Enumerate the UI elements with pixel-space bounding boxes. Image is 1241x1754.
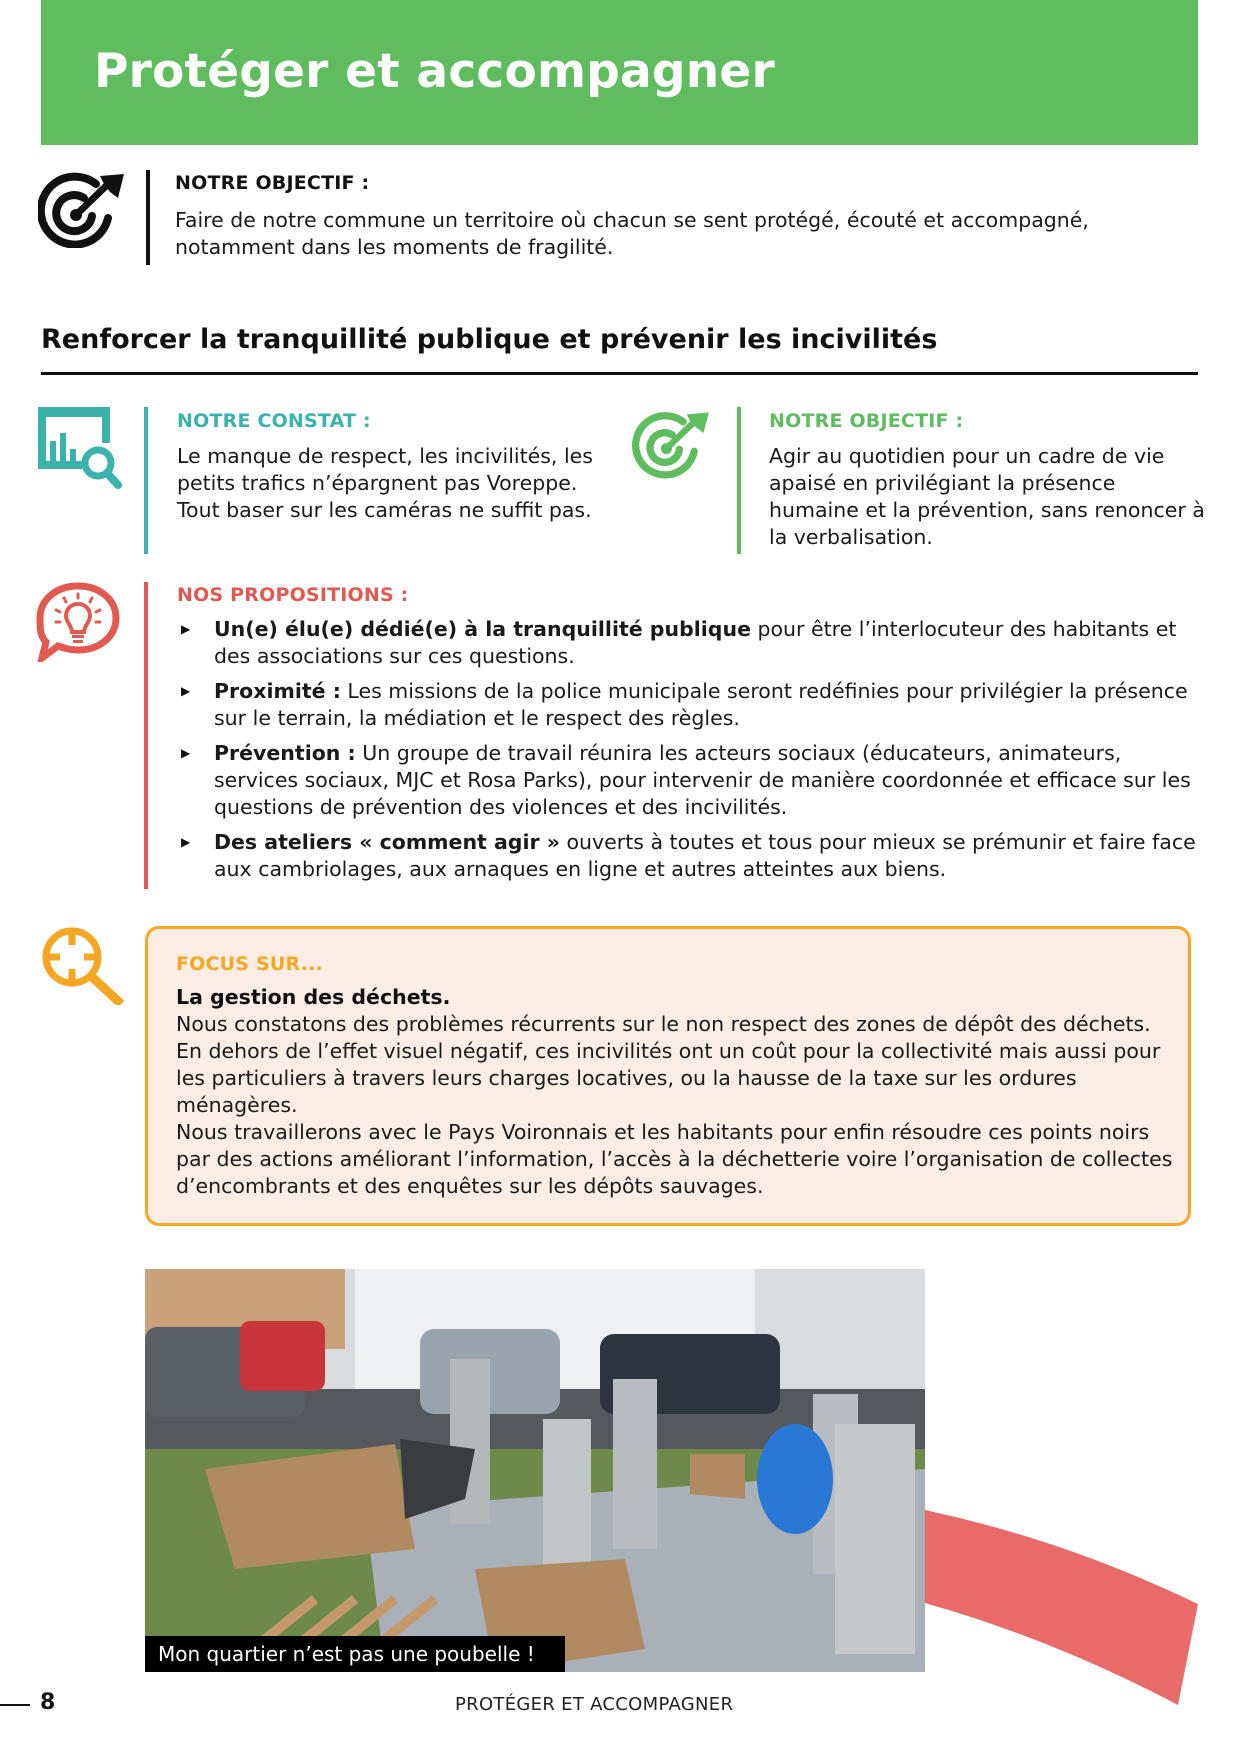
objective-section-label: NOTRE OBJECTIF :: [769, 410, 964, 432]
propositions-divider: [144, 582, 148, 889]
focus-paragraph: Nous constatons des problèmes récurrents sur le non respect des zones de dépôt des déchets. En dehors de l’effet visuel négatif, ces incivilités ont un coût pour la collectivité mais aussi pour les particuliers à travers leurs charges locatives, ou la hausse de la taxe sur les ordures ménagères.: [176, 1012, 1161, 1117]
page-number: 8: [40, 1690, 56, 1715]
constat-label: NOTRE CONSTAT :: [177, 410, 371, 432]
lightbulb-speech-icon: [34, 580, 122, 662]
propositions-list: [177, 616, 1207, 891]
proposition-title: Proximité :: [214, 679, 341, 703]
proposition-title: Un(e) élu(e) dédié(e) à la tranquillité publique: [214, 617, 751, 641]
objective-label: NOTRE OBJECTIF :: [175, 172, 370, 194]
constat-text: Le manque de respect, les incivilités, les petits trafics n’épargnent pas Voreppe. Tout baser sur les caméras ne suffit pas.: [177, 444, 593, 522]
proposition-text: ouverts à toutes et tous pour mieux se prémunir et faire face aux cambriolages, aux arnaques en ligne et autres atteintes aux biens.: [214, 830, 1196, 881]
bullet-arrow-icon: ▶: [181, 746, 191, 760]
proposition-title: Prévention :: [214, 741, 356, 765]
waste-photo: [145, 1269, 925, 1672]
objective-section-text: Agir au quotidien pour un cadre de vie apaisé en privilégiant la présence humaine et la prévention, sans renoncer à la verbalisation.: [769, 444, 1205, 549]
chart-magnifier-icon: [38, 407, 128, 489]
footer-dash: [0, 1704, 30, 1706]
header-banner: [41, 0, 1198, 145]
footer-title: PROTÉGER ET ACCOMPAGNER: [455, 1694, 734, 1715]
constat-divider: [144, 407, 148, 554]
proposition-text: Les missions de la police municipale seront redéfinies pour privilégier la présence sur le terrain, la médiation et le respect des règles.: [214, 679, 1188, 730]
decorative-swoosh: [925, 1500, 1215, 1730]
bullet-arrow-icon: ▶: [181, 835, 191, 849]
bullet-arrow-icon: ▶: [181, 622, 191, 636]
objective-divider: [146, 170, 150, 265]
proposition-item: [177, 616, 1207, 670]
photo-illustration: [145, 1269, 925, 1672]
focus-label: FOCUS SUR...: [176, 953, 323, 975]
proposition-text: Un groupe de travail réunira les acteurs sociaux (éducateurs, animateurs, services sociaux, MJC et Rosa Parks), pour intervenir de manière coordonnée et efficace sur les questions de prévention des violences et des incivilités.: [214, 741, 1191, 819]
proposition-item: [177, 678, 1207, 732]
proposition-item: [177, 740, 1207, 821]
section-divider: [41, 372, 1198, 375]
photo-caption: Mon quartier n’est pas une poubelle !: [145, 1636, 565, 1672]
focus-magnifier-icon: [40, 925, 126, 1005]
objective-section-divider: [737, 407, 741, 554]
objective-text: Faire de notre commune un territoire où chacun se sent protégé, écouté et accompagné, notamment dans les moments de fragilité.: [175, 208, 1089, 259]
propositions-label: NOS PROPOSITIONS :: [177, 584, 409, 606]
focus-paragraph: Nous travaillerons avec le Pays Voironnais et les habitants pour enfin résoudre ces points noirs par des actions améliorant l’information, l’accès à la déchetterie voire l’organisation de collectes d’encombrants et des enquêtes sur les dépôts sauvages.: [176, 1120, 1173, 1198]
target-arrow-icon: [630, 407, 714, 479]
proposition-title: Des ateliers « comment agir »: [214, 830, 560, 854]
focus-text: [176, 1011, 1176, 1200]
page-title: Protéger et accompagner: [94, 44, 775, 99]
target-arrow-icon: [38, 170, 126, 248]
bullet-arrow-icon: ▶: [181, 684, 191, 698]
section-title: Renforcer la tranquillité publique et prévenir les incivilités: [41, 324, 938, 355]
proposition-item: [177, 829, 1207, 883]
focus-subtitle: La gestion des déchets.: [176, 985, 451, 1009]
proposition-text: pour être l’interlocuteur des habitants et des associations sur ces questions.: [214, 617, 1177, 668]
